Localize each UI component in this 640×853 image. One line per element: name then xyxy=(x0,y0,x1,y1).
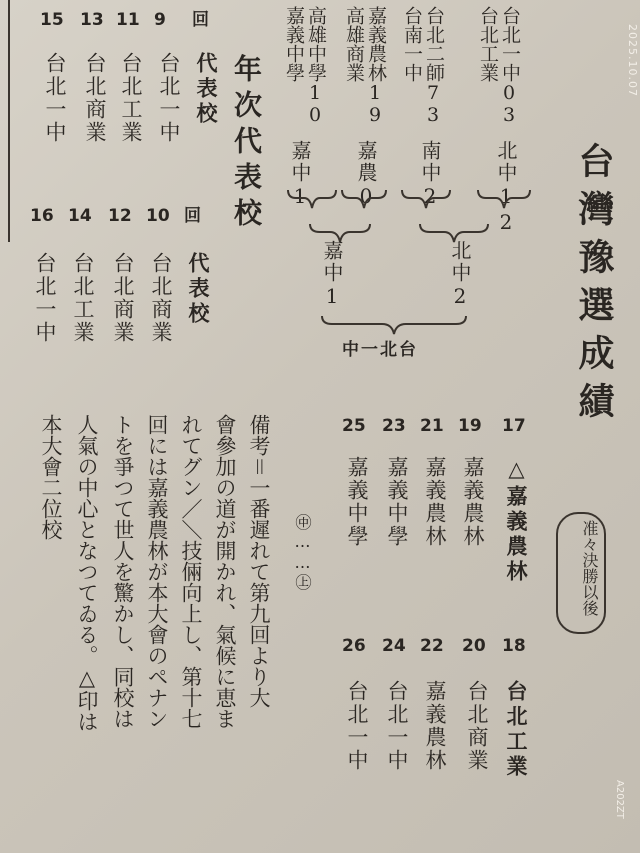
bracket-r1-team: 嘉義農林 xyxy=(365,6,387,82)
notes-line: 備考＝一番遲れて第九回より大 xyxy=(247,414,271,708)
champ-even-number: 22 xyxy=(420,636,444,656)
champ-odd-number: 21 xyxy=(420,416,444,436)
reps-odd-school: 台北一中 xyxy=(43,52,67,144)
champ-odd-school: 嘉義農林 xyxy=(461,456,485,548)
bottom-watermark: A202ZT xyxy=(614,780,625,819)
reps-even-number: 回 xyxy=(184,206,201,226)
notes-line: 會參加の道が開かれ、氣候に恵ま xyxy=(213,414,237,729)
final-result: 中一北台 xyxy=(342,340,418,360)
champ-odd-school: 嘉義中學 xyxy=(345,456,369,548)
bracket-r2-team: 北中12 xyxy=(494,140,518,236)
champ-even-school: 台北工業 xyxy=(504,680,529,780)
bracket-r3-team: 嘉中1 xyxy=(320,240,344,310)
bracket-r1-team: 台南一中 xyxy=(401,6,423,82)
reps-even-school: 代表校 xyxy=(186,252,211,327)
bracket-r1-team: 嘉義中學 xyxy=(283,6,305,82)
reps-even-number: 16 xyxy=(30,206,54,226)
headline: 台灣豫選成績 xyxy=(573,142,615,430)
bracket-r2-team: 嘉中1 xyxy=(288,140,312,210)
bracket-r1-team: 台北一中 xyxy=(499,6,521,82)
champ-even-number: 26 xyxy=(342,636,366,656)
reps-odd-school: 台北工業 xyxy=(119,52,143,144)
notes-line: 回には嘉義農林が本大會のペナン xyxy=(145,414,169,729)
reps-odd-number: 13 xyxy=(80,10,104,30)
reps-odd-school: 台北商業 xyxy=(83,52,107,144)
bracket-r1-score: 73 xyxy=(422,82,444,126)
marker-dots: ㊥……㊤ xyxy=(293,514,312,592)
subtitle: 准々決勝以後 xyxy=(580,520,599,616)
bracket-r1-score: 03 xyxy=(498,82,520,126)
champ-odd-number: 17 xyxy=(502,416,526,436)
bracket-r1-score: 19 xyxy=(364,82,386,126)
reps-odd-number: 15 xyxy=(40,10,64,30)
reps-even-school: 台北商業 xyxy=(111,252,135,344)
champ-odd-number: 19 xyxy=(458,416,482,436)
reps-odd-school: 代表校 xyxy=(194,52,219,127)
champ-odd-school: 嘉義中學 xyxy=(385,456,409,548)
bracket-r1-team: 台北二師 xyxy=(423,6,445,82)
notes-line: 本大會二位校 xyxy=(39,414,63,540)
champ-even-number: 18 xyxy=(502,636,526,656)
reps-even-number: 14 xyxy=(68,206,92,226)
bracket-r2-team: 嘉農0 xyxy=(354,140,378,210)
reps-even-school: 台北一中 xyxy=(33,252,57,344)
reps-odd-school: 台北一中 xyxy=(157,52,181,144)
champ-odd-school: 嘉義農林 xyxy=(423,456,447,548)
champ-odd-school: △嘉義農林 xyxy=(504,456,529,585)
reps-even-school: 台北商業 xyxy=(149,252,173,344)
column-rule xyxy=(8,0,10,242)
bracket-r1-team: 台北工業 xyxy=(477,6,499,82)
bracket-r2-team: 南中2 xyxy=(418,140,442,210)
reps-odd-number: 回 xyxy=(192,10,209,30)
reps-even-number: 12 xyxy=(108,206,132,226)
bracket-r1-team: 高雄中學 xyxy=(305,6,327,82)
date-watermark: 2025.10.07 xyxy=(626,24,639,97)
champ-even-school: 嘉義農林 xyxy=(423,680,447,772)
champ-odd-number: 25 xyxy=(342,416,366,436)
champ-odd-number: 23 xyxy=(382,416,406,436)
reps-even-number: 10 xyxy=(146,206,170,226)
champ-even-school: 台北一中 xyxy=(385,680,409,772)
reps-even-school: 台北工業 xyxy=(71,252,95,344)
bracket-r1-score: 10 xyxy=(304,82,326,126)
subtitle-text xyxy=(562,520,598,624)
reps-odd-number: 9 xyxy=(154,10,166,30)
bracket-r3-team: 北中2 xyxy=(448,240,472,310)
champ-even-number: 20 xyxy=(462,636,486,656)
champ-even-number: 24 xyxy=(382,636,406,656)
notes-line: れてグン／＼技倆向上し、第十七 xyxy=(179,414,203,729)
champ-even-school: 台北一中 xyxy=(345,680,369,772)
notes-line: 人氣の中心となつてゐる。△印は xyxy=(75,414,99,732)
bracket-r1-team: 高雄商業 xyxy=(343,6,365,82)
champ-even-school: 台北商業 xyxy=(465,680,489,772)
reps-title: 年次代表校 xyxy=(230,54,263,234)
reps-odd-number: 11 xyxy=(116,10,140,30)
notes-line: トを爭つて世人を驚かし、同校は xyxy=(111,414,135,729)
